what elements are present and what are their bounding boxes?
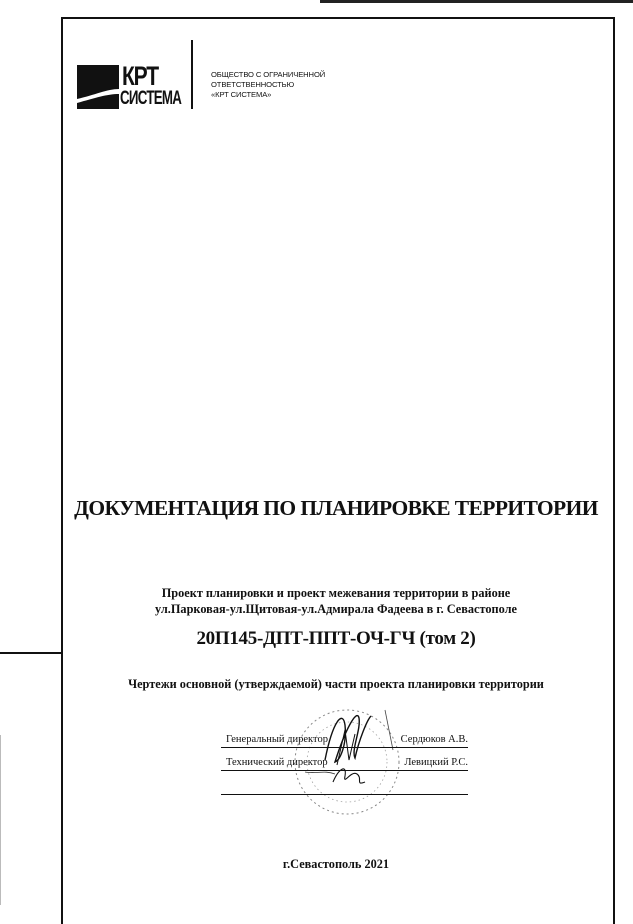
- company-name-line: «КРТ СИСТЕМА»: [211, 89, 272, 99]
- logo-text-sistema: СИСТЕМА: [120, 88, 182, 109]
- scan-left-edge: [0, 735, 1, 905]
- signature-line-empty: [221, 794, 468, 795]
- left-margin-mark: [0, 652, 62, 654]
- company-name-line: ОБЩЕСТВО С ОГРАНИЧЕННОЙ: [211, 70, 326, 79]
- signature-name: Сердюков А.В.: [400, 734, 468, 745]
- logo-divider: [191, 40, 193, 109]
- company-name-line: ОТВЕТСТВЕННОСТЬЮ: [211, 79, 295, 89]
- city-year: г.Севастополь 2021: [282, 857, 390, 871]
- project-description: [64, 585, 608, 617]
- project-line: Проект планировки и проект межевания территории в районе: [161, 586, 511, 600]
- document-code: 20П145-ДПТ-ППТ-ОЧ-ГЧ (том 2): [196, 628, 476, 649]
- scan-top-edge: [320, 0, 633, 3]
- signature-name: Левицкий Р.С.: [404, 757, 468, 768]
- company-name: [211, 70, 325, 99]
- signature-role: Генеральный директор: [226, 734, 328, 745]
- logo-text-krt: КРТ: [122, 61, 158, 91]
- signature-role: Технический директор: [226, 757, 328, 768]
- project-line: ул.Парковая-ул.Щитовая-ул.Адмирала Фадеева в г. Севастополе: [155, 602, 517, 616]
- signature-row: [221, 734, 468, 748]
- signature-line: [221, 747, 468, 748]
- signature-row: [221, 757, 468, 771]
- document-title: ДОКУМЕНТАЦИЯ ПО ПЛАНИРОВКЕ ТЕРРИТОРИИ: [74, 496, 598, 520]
- document-subtitle: Чертежи основной (утверждаемой) части проекта планировки территории: [128, 677, 544, 691]
- signature-line: [221, 770, 468, 771]
